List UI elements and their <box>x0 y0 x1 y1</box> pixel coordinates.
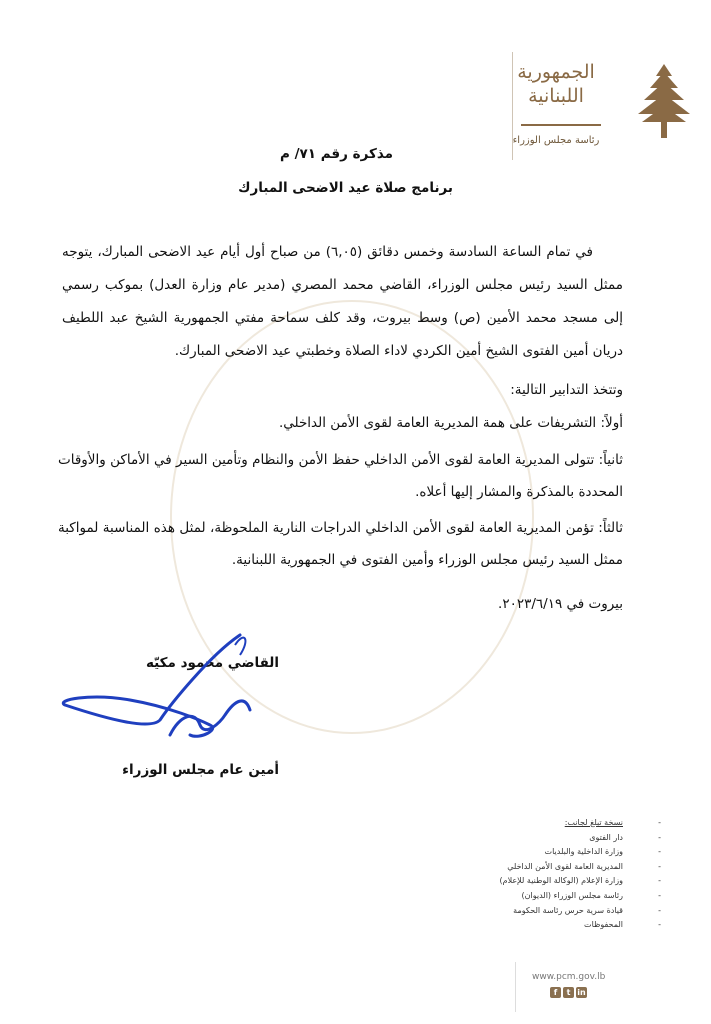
distribution-item-text: وزارة الداخلية والبلديات <box>544 847 623 857</box>
dash: - <box>658 905 661 915</box>
dash: - <box>658 890 661 900</box>
distribution-heading-text: نسخة تبلغ لجانب: <box>564 818 623 827</box>
letterhead-title <box>511 60 601 108</box>
measure-2-line1: ثانياً: تتولى المديرية العامة لقوى الأمن الداخلي حفظ الأمن والنظام وتأمين السير في الأماكن والأوقات <box>58 452 623 468</box>
dash: - <box>658 847 661 857</box>
letterhead-title-line1: الجمهورية <box>517 61 595 83</box>
website-link[interactable]: www.pcm.gov.lb <box>532 972 606 982</box>
measure-3-line1: ثالثاً: تؤمن المديرية العامة لقوى الأمن الداخلي الدراجات النارية الملحوظة، لمثل هذه المناسبة لمواكبة <box>58 520 623 536</box>
measure-3-line2: ممثل السيد رئيس مجلس الوزراء وأمين الفتوى في الجمهورية اللبنانية. <box>231 552 623 568</box>
linkedin-icon[interactable]: in <box>577 988 586 997</box>
footer-divider <box>515 962 516 1012</box>
distribution-item <box>500 889 661 904</box>
signatory-name: القاضي محمود مكيّه <box>145 655 279 671</box>
distribution-item <box>500 845 661 860</box>
memo-date: بيروت في ٢٠٢٣/٦/١٩. <box>498 596 623 612</box>
dash: - <box>658 876 661 886</box>
measures-intro: وتتخذ التدابير التالية: <box>510 382 623 398</box>
distribution-item-text: وزارة الإعلام (الوكالة الوطنية للإعلام) <box>499 876 623 886</box>
social-icons <box>550 987 587 998</box>
memo-number: مذكرة رقم ٧١/ م <box>280 146 393 162</box>
facebook-icon[interactable]: f <box>550 987 561 998</box>
memo-subject: برنامج صلاة عيد الاضحى المبارك <box>238 180 453 196</box>
dash: - <box>658 920 661 930</box>
memo-intro: في تمام الساعة السادسة وخمس دقائق (٦,٠٥) من صباح أول أيام عيد الاضحى المبارك، يتوجه ممثل السيد رئيس مجلس الوزراء، القاضي محمد المصري (مدير عام وزارة العدل) بموكب رسمي إلى مسجد محمد الأمين (ص) وسط بيروت، وقد كلف سماحة مفتي الجمهورية الشيخ عبد اللطيف دريان أمين الفتوى الشيخ أمين الكردي لاداء الصلاة وخطبتي عيد الاضحى المبارك. <box>62 244 623 359</box>
dash: - <box>658 861 661 871</box>
distribution-item <box>500 860 661 875</box>
letterhead-title-line2: اللبنانية <box>528 85 584 107</box>
distribution-item <box>499 874 661 889</box>
letterhead-rule <box>521 124 601 126</box>
distribution-list <box>499 816 661 933</box>
distribution-item-text: رئاسة مجلس الوزراء (الديوان) <box>521 890 623 900</box>
letterhead-subtitle: رئاسة مجلس الوزراء <box>512 135 600 146</box>
handwritten-signature <box>50 625 280 765</box>
signatory-position: أمين عام مجلس الوزراء <box>122 762 279 778</box>
measure-2-line2: المحددة بالمذكرة والمشار إليها أعلاه. <box>415 484 623 500</box>
twitter-icon[interactable]: t <box>563 987 574 998</box>
dash: - <box>658 818 661 827</box>
distribution-item <box>500 904 661 919</box>
measure-1: أولاً: التشريفات على همة المديرية العامة لقوى الأمن الداخلي. <box>278 415 623 431</box>
distribution-item-text: دار الفتوى <box>589 832 623 842</box>
distribution-heading <box>500 816 661 831</box>
distribution-item-text: قيادة سرية حرس رئاسة الحكومة <box>513 905 623 915</box>
dash: - <box>658 832 661 842</box>
cedar-icon <box>636 62 692 142</box>
distribution-item <box>500 918 661 933</box>
distribution-item-text: المديرية العامة لقوى الأمن الداخلي <box>507 861 623 871</box>
distribution-item <box>500 831 661 846</box>
distribution-item-text: المحفوظات <box>584 920 623 930</box>
